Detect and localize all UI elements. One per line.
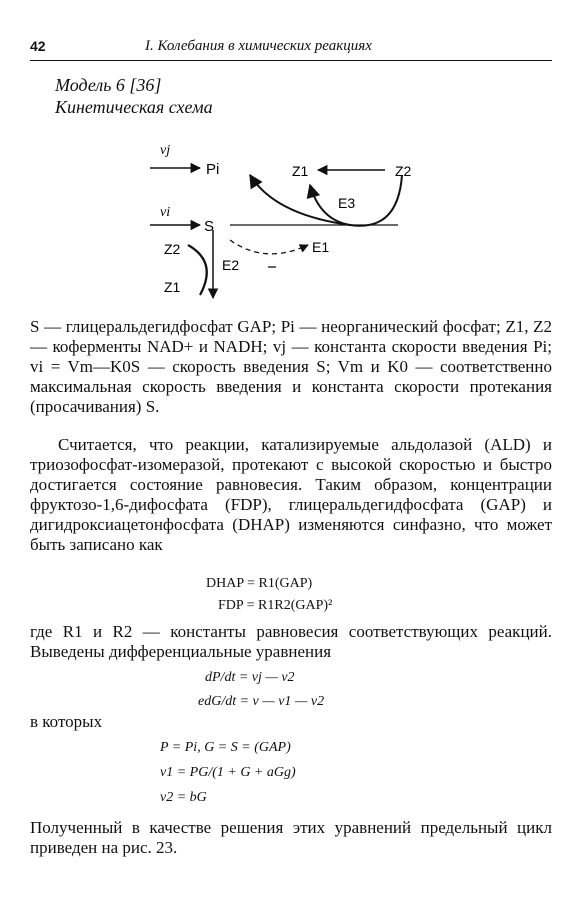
model-subtitle: Кинетическая схема (55, 97, 213, 117)
label-vi: vi (160, 205, 171, 220)
label-s: S (204, 218, 215, 235)
equation-fdp: FDP = R1R2(GAP)² (218, 598, 333, 613)
paragraph-constants: где R1 и R2 — константы равновесия соответствующих реакций. Выведены дифференциальные уравнения (30, 622, 552, 661)
equation-dhap: DHAP = R1(GAP) (206, 576, 313, 591)
equation-dpdt: dP/dt = vj — v2 (205, 670, 295, 685)
paragraph-equilibrium: Считается, что реакции, катализируемые альдолазой (ALD) и триозофосфат-изомеразой, протекают с высокой скоростью и быстро достигается состояние равновесия. Таким образом, концентрации фруктозо-1,6-дифосфата (FDP), глицеральдегидфосфата (GAP) и дигидроксиацетонфосфата (DHAP) изменяются синфазно, что может быть записано как (30, 435, 552, 554)
kinetic-scheme-diagram (140, 130, 440, 310)
label-z1-bottom: Z1 (164, 279, 181, 295)
equation-edgdt: edG/dt = v — v1 — v2 (198, 694, 325, 709)
label-vj: vj (160, 143, 171, 158)
e3-curve (310, 175, 402, 226)
label-e1: E1 (312, 239, 330, 255)
paragraph-definitions: S — глицеральдегидфосфат GAP; Pi — неорганический фосфат; Z1, Z2 — коферменты NAD+ и NADH; vj — константа скорости введения Pi; vi = Vm—K0S — скорость введения S; Vm и K0 — соответственно максимальная скорость введения и константа скорости протекания (просачивания) S. (30, 317, 552, 416)
header-rule (30, 60, 552, 61)
equation-v2: v2 = bG (160, 790, 207, 805)
label-z1-top: Z1 (292, 163, 309, 179)
label-z2-left: Z2 (164, 241, 181, 257)
equation-p-g: P = Pi, G = S = (GAP) (160, 740, 291, 755)
equation-v1: v1 = PG/(1 + G + aGg) (160, 765, 296, 780)
paragraph-limit-cycle: Полученный в качестве решения этих уравнений предельный цикл приведен на рис. 23. (30, 818, 552, 857)
e1-dashed-arrow (230, 240, 308, 254)
model-heading (55, 74, 213, 118)
model-title: Модель 6 [36] (55, 75, 162, 95)
page-header (30, 38, 552, 58)
paragraph-where: в которых (30, 712, 103, 731)
label-e2: E2 (222, 257, 240, 273)
label-e3: E3 (338, 195, 356, 211)
label-pi: Pi (206, 161, 220, 178)
label-z2-top: Z2 (395, 163, 412, 179)
page-number: 42 (30, 38, 46, 54)
e2-curve (188, 245, 207, 295)
running-title: I. Колебания в химических реакциях (145, 38, 372, 54)
pi-curve (250, 175, 350, 225)
